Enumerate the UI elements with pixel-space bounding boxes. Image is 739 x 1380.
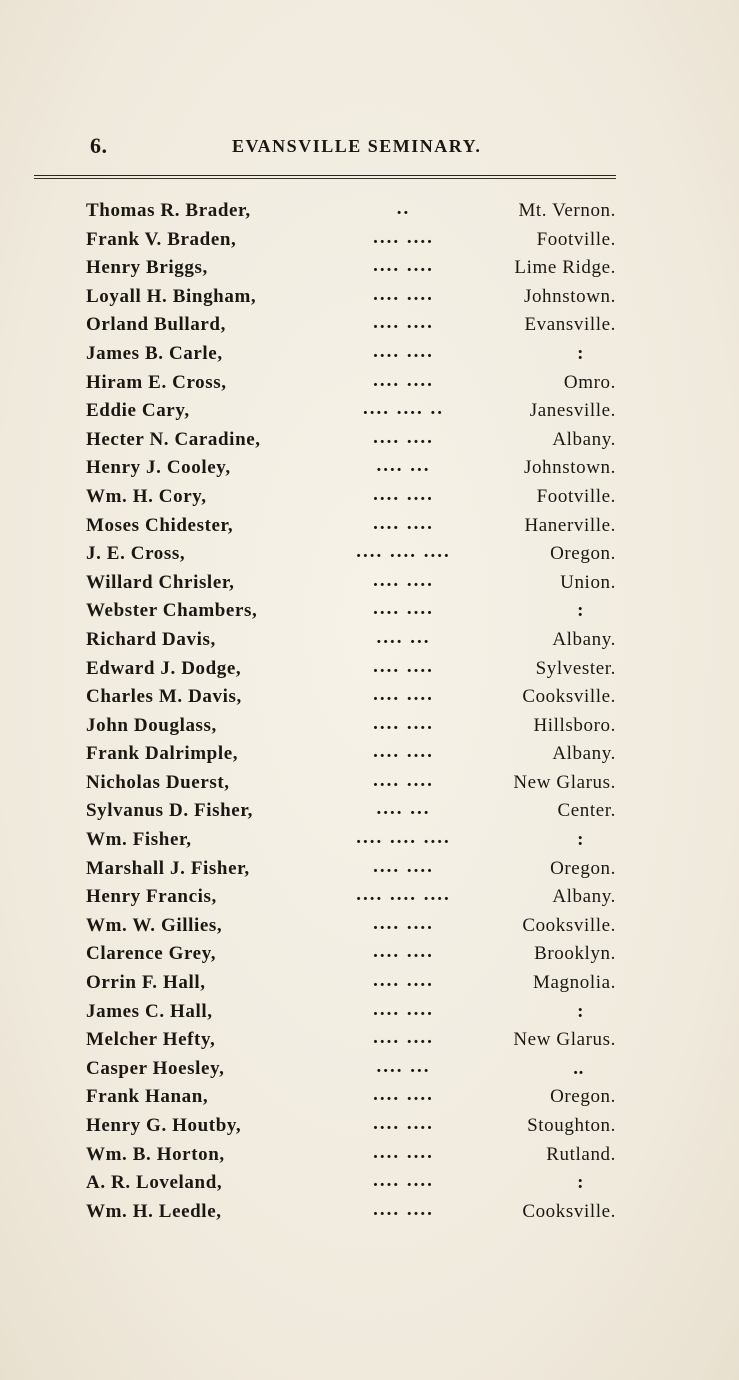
residence-place: Albany. xyxy=(552,628,616,650)
residence-place: : xyxy=(577,1172,584,1194)
roster-row xyxy=(86,1027,616,1056)
student-name: Henry Francis, xyxy=(86,886,217,908)
student-name: Wm. Fisher, xyxy=(86,829,192,851)
roster-row xyxy=(86,856,616,885)
roster-row xyxy=(86,198,616,227)
dot-leader: .... .... xyxy=(373,1198,434,1220)
student-name: Hecter N. Caradine, xyxy=(86,428,261,450)
student-name: Moses Chidester, xyxy=(86,514,234,536)
roster-row xyxy=(86,370,616,399)
roster-row xyxy=(86,627,616,656)
residence-place: Johnstown. xyxy=(523,285,616,307)
residence-place: Stoughton. xyxy=(527,1115,616,1136)
student-name: Melcher Hefty, xyxy=(86,1029,216,1051)
roster-row xyxy=(86,941,616,970)
student-name: A. R. Loveland, xyxy=(86,1172,223,1194)
student-name: Marshall J. Fisher, xyxy=(86,857,250,879)
residence-place: Albany. xyxy=(552,428,616,450)
roster-row xyxy=(86,713,616,742)
student-name: Frank V. Braden, xyxy=(86,228,237,250)
roster-row xyxy=(86,656,616,685)
residence-place: Evansville. xyxy=(524,314,616,336)
student-name: Orrin F. Hall, xyxy=(86,972,206,994)
student-name: Henry Briggs, xyxy=(86,257,208,279)
residence-place: Brooklyn. xyxy=(534,943,616,965)
residence-place: Oregon. xyxy=(550,1086,616,1108)
roster-row xyxy=(86,427,616,456)
dot-leader: .... .... xyxy=(373,255,434,277)
dot-leader: .... .... xyxy=(373,226,434,248)
student-name: J. E. Cross, xyxy=(86,543,186,565)
student-name: James B. Carle, xyxy=(86,342,223,364)
student-name: Orland Bullard, xyxy=(86,314,226,336)
dot-leader: .... .... .... xyxy=(356,884,451,906)
student-name: Wm. B. Horton, xyxy=(86,1143,225,1165)
roster-row xyxy=(86,455,616,484)
dot-leader: .... .... xyxy=(373,998,434,1020)
residence-place: .. xyxy=(573,1057,584,1079)
residence-place: : xyxy=(577,1000,584,1022)
student-name: Clarence Grey, xyxy=(86,943,217,965)
dot-leader: .... .... xyxy=(373,970,434,992)
student-name: Loyall H. Bingham, xyxy=(86,285,257,307)
student-name: Eddie Cary, xyxy=(86,400,190,422)
student-name: Wm. W. Gillies, xyxy=(86,914,223,936)
roster-row xyxy=(86,741,616,770)
residence-place: Rutland. xyxy=(546,1143,616,1165)
dot-leader: .... .... .... xyxy=(356,541,451,563)
dot-leader: .... ... xyxy=(376,1055,431,1077)
dot-leader: .... .... xyxy=(373,283,434,305)
student-name: Frank Dalrimple, xyxy=(86,743,239,765)
residence-place: Albany. xyxy=(552,886,616,908)
dot-leader: .... ... xyxy=(376,626,431,648)
roster-row xyxy=(86,598,616,627)
dot-leader: .... .... xyxy=(373,855,434,877)
student-name: Richard Davis, xyxy=(86,628,216,650)
residence-place: : xyxy=(577,342,584,364)
dot-leader: .... ... xyxy=(376,455,431,477)
student-name: Webster Chambers, xyxy=(86,600,258,622)
roster-row xyxy=(86,970,616,999)
residence-place: Center. xyxy=(557,800,616,822)
roster-row xyxy=(86,827,616,856)
student-name: Frank Hanan, xyxy=(86,1086,209,1108)
roster-row xyxy=(86,1056,616,1085)
residence-place: Omro. xyxy=(563,371,616,393)
page-header xyxy=(90,133,630,163)
roster-row xyxy=(86,884,616,913)
student-name: James C. Hall, xyxy=(86,1000,213,1022)
roster-row xyxy=(86,999,616,1028)
roster-row xyxy=(86,398,616,427)
dot-leader: .... .... xyxy=(373,512,434,534)
dot-leader: .... .... xyxy=(373,1027,434,1049)
dot-leader: .... .... xyxy=(373,483,434,505)
roster-row xyxy=(86,570,616,599)
dot-leader: .... .... xyxy=(373,369,434,391)
dot-leader: .... .... xyxy=(373,912,434,934)
student-name: Casper Hoesley, xyxy=(86,1057,225,1079)
student-name: Edward J. Dodge, xyxy=(86,657,242,679)
dot-leader: .. xyxy=(396,198,411,219)
residence-place: Magnolia. xyxy=(533,972,616,994)
roster-row xyxy=(86,284,616,313)
roster-row xyxy=(86,312,616,341)
dot-leader: .... .... xyxy=(373,569,434,591)
residence-place: Hanerville. xyxy=(524,514,616,536)
dot-leader: .... .... xyxy=(373,1113,434,1134)
roster-row xyxy=(86,798,616,827)
residence-place: Lime Ridge. xyxy=(514,257,616,279)
dot-leader: .... .... .... xyxy=(356,827,451,849)
student-name: Sylvanus D. Fisher, xyxy=(86,800,253,822)
residence-place: Footville. xyxy=(536,228,616,250)
roster-row xyxy=(86,770,616,799)
roster-row xyxy=(86,341,616,370)
residence-place: New Glarus. xyxy=(513,771,616,793)
dot-leader: .... .... xyxy=(373,1170,434,1192)
residence-place: Cooksville. xyxy=(522,1200,616,1222)
residence-place: : xyxy=(577,829,584,851)
student-name: Hiram E. Cross, xyxy=(86,371,227,393)
page-number: 6. xyxy=(90,133,108,158)
dot-leader: .... .... xyxy=(373,426,434,448)
header-rule xyxy=(34,175,616,176)
student-name: Wm. H. Cory, xyxy=(86,485,207,507)
residence-place: Footville. xyxy=(536,485,616,507)
roster-row xyxy=(86,1084,616,1113)
residence-place: Hillsboro. xyxy=(533,714,616,736)
residence-place: Mt. Vernon. xyxy=(518,200,616,221)
roster-row xyxy=(86,1170,616,1199)
student-name: Thomas R. Brader, xyxy=(86,200,251,221)
student-name: Henry J. Cooley, xyxy=(86,457,231,479)
roster-row xyxy=(86,913,616,942)
student-name: Henry G. Houtby, xyxy=(86,1115,242,1136)
residence-place: Oregon. xyxy=(550,857,616,879)
student-name: Wm. H. Leedle, xyxy=(86,1200,222,1222)
dot-leader: .... .... xyxy=(373,769,434,791)
roster-row xyxy=(86,227,616,256)
dot-leader: .... .... xyxy=(373,941,434,963)
student-roster xyxy=(86,198,616,1227)
roster-row xyxy=(86,484,616,513)
dot-leader: .... .... xyxy=(373,684,434,706)
header-rule-secondary xyxy=(34,178,616,179)
residence-place: : xyxy=(577,600,584,622)
dot-leader: .... .... .. xyxy=(363,398,444,420)
residence-place: Oregon. xyxy=(550,543,616,565)
dot-leader: .... .... xyxy=(373,598,434,620)
residence-place: New Glarus. xyxy=(513,1029,616,1051)
residence-place: Cooksville. xyxy=(522,914,616,936)
roster-row xyxy=(86,1199,616,1228)
dot-leader: .... .... xyxy=(373,741,434,763)
student-name: Nicholas Duerst, xyxy=(86,771,230,793)
roster-row xyxy=(86,541,616,570)
roster-row xyxy=(86,684,616,713)
dot-leader: .... .... xyxy=(373,1084,434,1106)
residence-place: Sylvester. xyxy=(535,657,616,679)
residence-place: Cooksville. xyxy=(522,686,616,708)
dot-leader: .... ... xyxy=(376,798,431,820)
residence-place: Albany. xyxy=(552,743,616,765)
student-name: John Douglass, xyxy=(86,714,217,736)
roster-row xyxy=(86,1142,616,1171)
residence-place: Johnstown. xyxy=(523,457,616,479)
dot-leader: .... .... xyxy=(373,340,434,362)
residence-place: Union. xyxy=(560,571,616,593)
running-title: EVANSVILLE SEMINARY. xyxy=(232,136,482,156)
student-name: Charles M. Davis, xyxy=(86,686,242,708)
roster-row xyxy=(86,513,616,542)
dot-leader: .... .... xyxy=(373,1141,434,1163)
dot-leader: .... .... xyxy=(373,312,434,334)
dot-leader: .... .... xyxy=(373,655,434,677)
student-name: Willard Chrisler, xyxy=(86,571,235,593)
dot-leader: .... .... xyxy=(373,712,434,734)
roster-row xyxy=(86,255,616,284)
residence-place: Janesville. xyxy=(529,400,616,422)
roster-row xyxy=(86,1113,616,1142)
